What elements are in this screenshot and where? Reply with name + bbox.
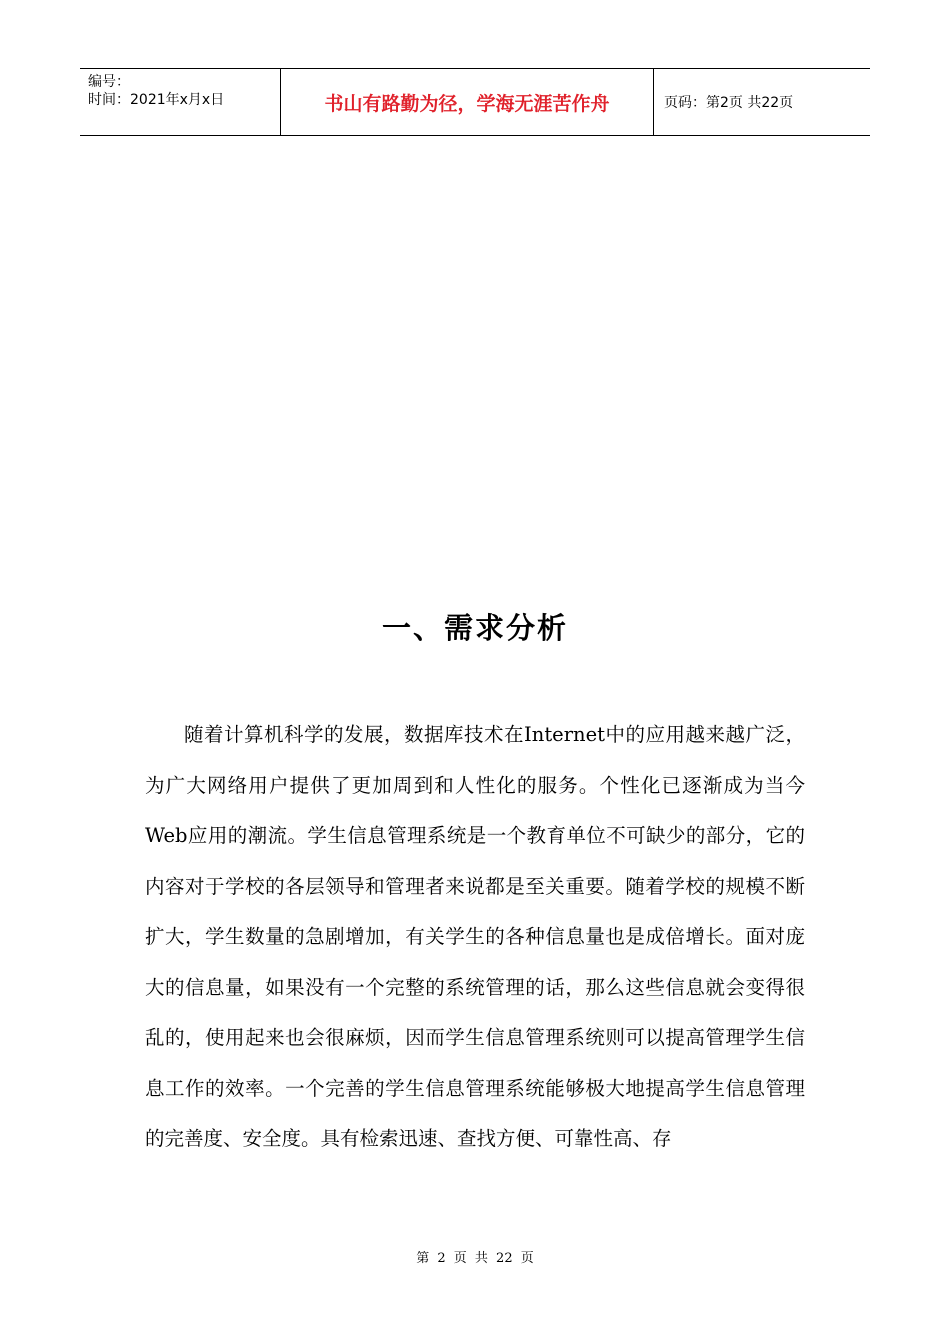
header-page-info: 页码：第2页 共22页 bbox=[664, 95, 794, 111]
header-meta-cell bbox=[80, 69, 281, 135]
document-number-label: 编号： bbox=[88, 74, 130, 90]
header-page-cell bbox=[654, 69, 870, 135]
header-motto-cell bbox=[281, 69, 654, 135]
page-header bbox=[80, 68, 870, 136]
body-paragraph: 随着计算机科学的发展，数据库技术在Internet中的应用越来越广泛，为广大网络用户提供了更加周到和人性化的服务。个性化已逐渐成为当今Web应用的潮流。学生信息管理系统是一个教育单位不可缺少的部分，它的内容对于学校的各层领导和管理者来说都是至关重要。随着学校的规模不断扩大，学生数量的急剧增加，有关学生的各种信息量也是成倍增长。面对庞大的信息量，如果没有一个完整的系统管理的话，那么这些信息就会变得很乱的，使用起来也会很麻烦，因而学生信息管理系统则可以提高管理学生信息工作的效率。一个完善的学生信息管理系统能够极大地提高学生信息管理的完善度、安全度。具有检索迅速、查找方便、可靠性高、存 bbox=[145, 723, 805, 1150]
document-date: 时间：2021年x月x日 bbox=[88, 92, 225, 108]
header-motto: 书山有路勤为径，学海无涯苦作舟 bbox=[324, 92, 610, 115]
section-title: 一、需求分析 bbox=[381, 611, 568, 645]
page-footer: 第 2 页 共 22 页 bbox=[416, 1251, 534, 1266]
